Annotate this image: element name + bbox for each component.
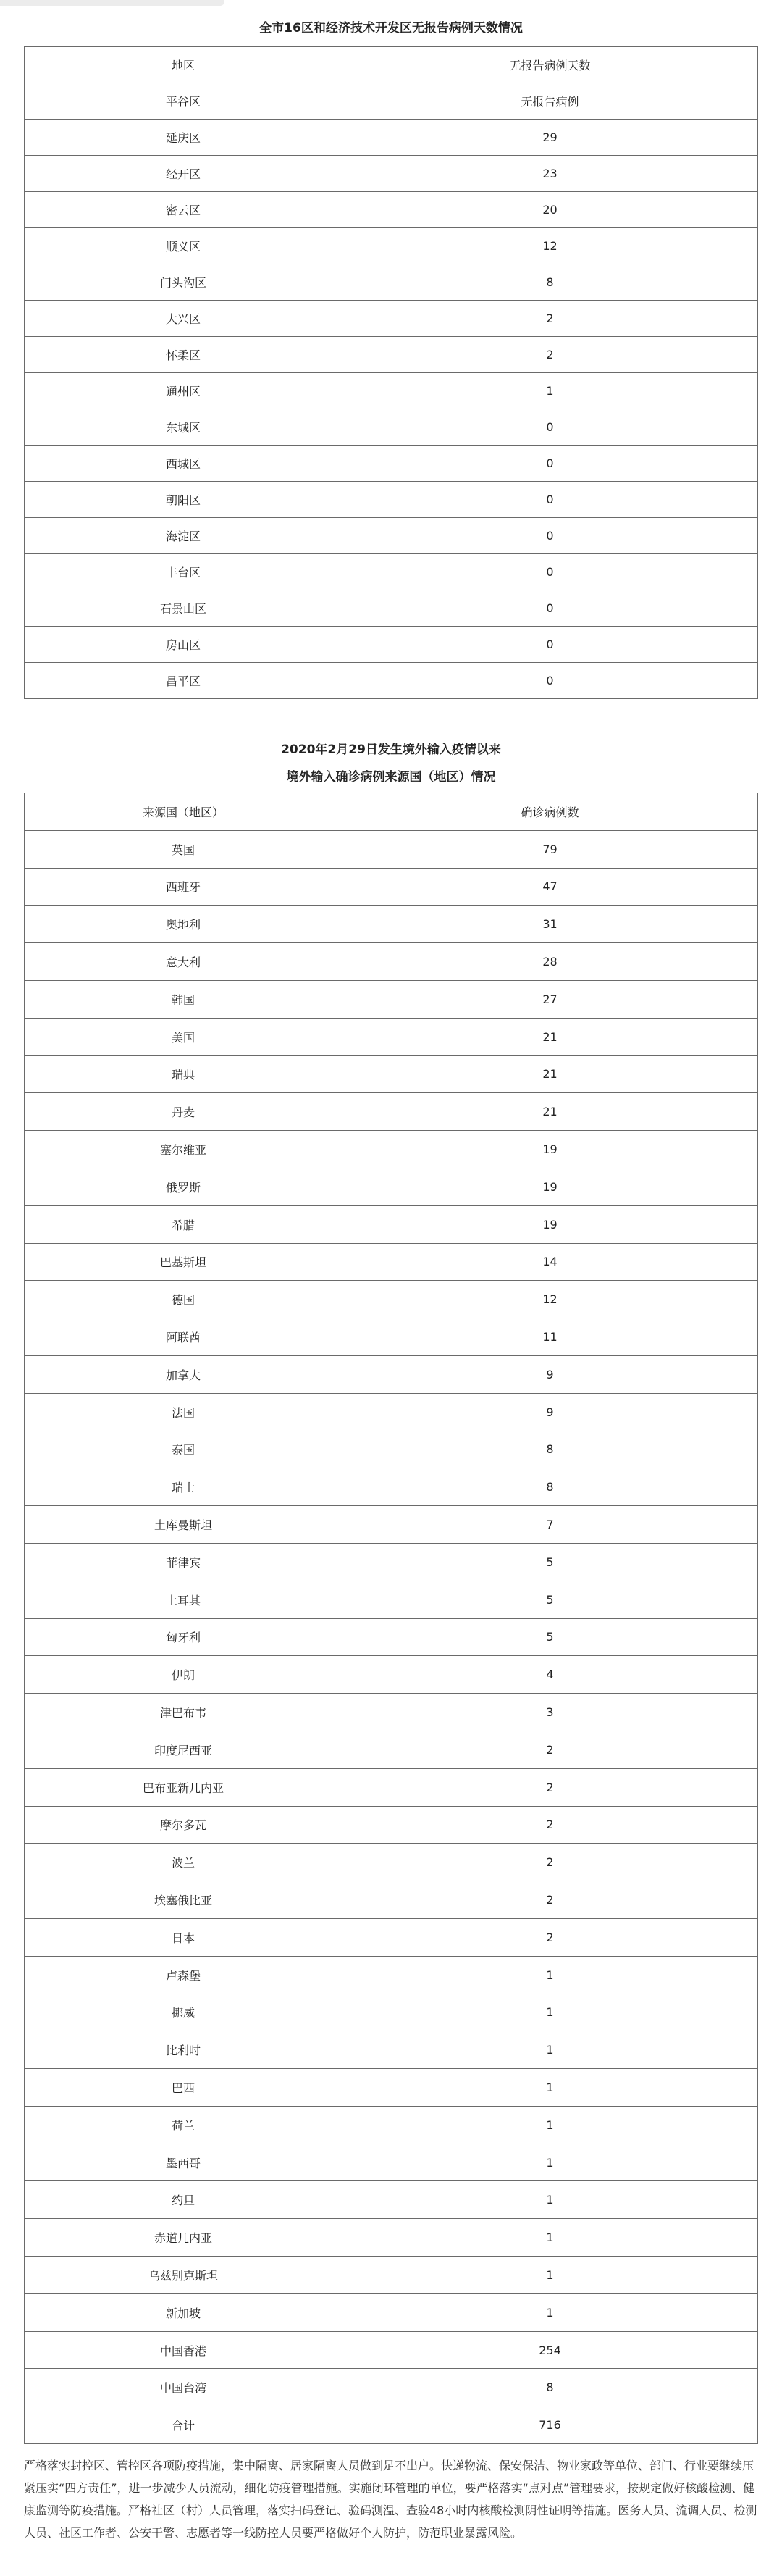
header-cell-days: 无报告病例天数: [342, 47, 758, 83]
row-label-cell: 卢森堡: [25, 1956, 342, 1994]
row-label-cell: 埃塞俄比亚: [25, 1881, 342, 1919]
prevention-notice-paragraph: 严格落实封控区、管控区各项防疫措施，集中隔离、居家隔离人员做到足不出户。快递物流、保安保洁、物业家政等单位、部门、行业要继续压紧压实“四方责任”，进一步减少人员流动，细化防疫管理措施。实施闭环管理的单位，要严格落实“点对点”管理要求，按规定做好核酸检测、健康监测等防疫措施。严格社区（村）人员管理，落实扫码登记、验码测温、查验48小时内核酸检测阴性证明等措施。医务人员、流调人员、检测人员、社区工作者、公安干警、志愿者等一线防控人员要严格做好个人防护，防范职业暴露风险。: [24, 2459, 757, 2540]
row-value-cell: 1: [342, 1994, 758, 2031]
table-row: [25, 1468, 758, 1506]
imported-cases-section: [24, 737, 758, 2444]
row-value-cell: 0: [342, 482, 758, 518]
row-value-cell: 1: [342, 2257, 758, 2294]
table-row: [25, 264, 758, 301]
row-value-cell: 8: [342, 1431, 758, 1468]
table-row: [25, 337, 758, 373]
row-value-cell: 21: [342, 1093, 758, 1131]
row-value-cell: 2: [342, 337, 758, 373]
row-label-cell: 英国: [25, 830, 342, 868]
row-label-cell: 经开区: [25, 156, 342, 192]
row-label-cell: 德国: [25, 1281, 342, 1318]
table-row: [25, 373, 758, 409]
row-value-cell: 19: [342, 1131, 758, 1168]
table-row: [25, 1243, 758, 1281]
row-label-cell: 海淀区: [25, 518, 342, 554]
row-value-cell: 27: [342, 980, 758, 1018]
row-label-cell: 大兴区: [25, 301, 342, 337]
row-value-cell: 8: [342, 2369, 758, 2406]
row-value-cell: 716: [342, 2406, 758, 2444]
row-value-cell: 1: [342, 2293, 758, 2331]
row-label-cell: 怀柔区: [25, 337, 342, 373]
row-value-cell: 19: [342, 1168, 758, 1205]
row-value-cell: 5: [342, 1581, 758, 1618]
row-value-cell: 47: [342, 868, 758, 906]
row-label-cell: 意大利: [25, 943, 342, 981]
row-value-cell: 2: [342, 1881, 758, 1919]
row-value-cell: 1: [342, 2106, 758, 2144]
row-value-cell: 1: [342, 373, 758, 409]
row-value-cell: 2: [342, 1844, 758, 1881]
row-label-cell: 菲律宾: [25, 1543, 342, 1581]
table-row: [25, 446, 758, 482]
row-label-cell: 巴基斯坦: [25, 1243, 342, 1281]
row-value-cell: 19: [342, 1205, 758, 1243]
table-row: [25, 1543, 758, 1581]
row-value-cell: 5: [342, 1543, 758, 1581]
table-header-row: [25, 793, 758, 831]
row-value-cell: 1: [342, 2144, 758, 2181]
table-row: [25, 590, 758, 627]
row-label-cell: 平谷区: [25, 83, 342, 120]
table-row: [25, 1806, 758, 1844]
row-value-cell: 1: [342, 2181, 758, 2219]
row-label-cell: 法国: [25, 1393, 342, 1431]
row-label-cell: 波兰: [25, 1844, 342, 1881]
row-label-cell: 津巴布韦: [25, 1694, 342, 1731]
table-row: [25, 83, 758, 120]
row-label-cell: 丰台区: [25, 554, 342, 590]
table-row: [25, 830, 758, 868]
table-row: [25, 2331, 758, 2369]
table-row: [25, 554, 758, 590]
row-label-cell: 丹麦: [25, 1093, 342, 1131]
table-row: [25, 1281, 758, 1318]
row-label-cell: 比利时: [25, 2031, 342, 2069]
table-row: [25, 943, 758, 981]
row-value-cell: 3: [342, 1694, 758, 1731]
row-label-cell: 挪威: [25, 1994, 342, 2031]
table-row: [25, 1205, 758, 1243]
table-row: [25, 1018, 758, 1055]
row-label-cell: 巴西: [25, 2069, 342, 2107]
row-value-cell: 4: [342, 1656, 758, 1694]
row-value-cell: 21: [342, 1018, 758, 1055]
table-row: [25, 2293, 758, 2331]
row-value-cell: 0: [342, 627, 758, 663]
table-header-row: [25, 47, 758, 83]
row-label-cell: 土耳其: [25, 1581, 342, 1618]
row-label-cell: 土库曼斯坦: [25, 1506, 342, 1544]
row-value-cell: 9: [342, 1355, 758, 1393]
table-row: [25, 518, 758, 554]
table-row: [25, 1055, 758, 1093]
row-label-cell: 奥地利: [25, 906, 342, 943]
row-value-cell: 2: [342, 301, 758, 337]
imported-cases-table: [24, 793, 758, 2444]
row-label-cell: 东城区: [25, 409, 342, 446]
row-label-cell: 中国香港: [25, 2331, 342, 2369]
table-row: [25, 1881, 758, 1919]
table-row: [25, 1355, 758, 1393]
table-row: [25, 980, 758, 1018]
row-value-cell: 0: [342, 409, 758, 446]
row-label-cell: 加拿大: [25, 1355, 342, 1393]
row-value-cell: 29: [342, 120, 758, 156]
row-value-cell: 2: [342, 1731, 758, 1768]
top-edge-bar: [0, 0, 224, 6]
row-label-cell: 阿联酋: [25, 1318, 342, 1356]
row-value-cell: 11: [342, 1318, 758, 1356]
table-row: [25, 228, 758, 264]
table2-title-line2: 境外输入确诊病例来源国（地区）情况: [286, 770, 496, 785]
row-value-cell: 21: [342, 1055, 758, 1093]
row-label-cell: 中国台湾: [25, 2369, 342, 2406]
row-label-cell: 巴布亚新几内亚: [25, 1768, 342, 1806]
table-row: [25, 2031, 758, 2069]
row-value-cell: 1: [342, 1956, 758, 1994]
row-label-cell: 石景山区: [25, 590, 342, 627]
row-label-cell: 密云区: [25, 192, 342, 228]
table-row: [25, 409, 758, 446]
row-value-cell: 0: [342, 446, 758, 482]
table-row: [25, 1656, 758, 1694]
table-row: [25, 627, 758, 663]
row-label-cell: 通州区: [25, 373, 342, 409]
table-row: [25, 2106, 758, 2144]
row-label-cell: 延庆区: [25, 120, 342, 156]
no-case-days-section: [24, 19, 758, 699]
row-value-cell: 2: [342, 1918, 758, 1956]
row-value-cell: 14: [342, 1243, 758, 1281]
row-label-cell: 西班牙: [25, 868, 342, 906]
row-label-cell: 房山区: [25, 627, 342, 663]
header-cell-region: 地区: [25, 47, 342, 83]
table-row: [25, 1131, 758, 1168]
row-value-cell: 8: [342, 264, 758, 301]
row-value-cell: 1: [342, 2219, 758, 2257]
row-value-cell: 31: [342, 906, 758, 943]
table-row: [25, 2181, 758, 2219]
table-row: [25, 2144, 758, 2181]
header-cell-origin: 来源国（地区）: [25, 793, 342, 831]
table2-title-line1: 2020年2月29日发生境外输入疫情以来: [281, 743, 501, 757]
table-row: [25, 301, 758, 337]
row-value-cell: 9: [342, 1393, 758, 1431]
table-row: [25, 1994, 758, 2031]
row-value-cell: 12: [342, 1281, 758, 1318]
row-label-cell: 约旦: [25, 2181, 342, 2219]
row-label-cell: 泰国: [25, 1431, 342, 1468]
row-value-cell: 2: [342, 1806, 758, 1844]
row-value-cell: 0: [342, 518, 758, 554]
table-row: [25, 482, 758, 518]
row-value-cell: 2: [342, 1768, 758, 1806]
table-row: [25, 868, 758, 906]
row-value-cell: 0: [342, 590, 758, 627]
table-row: [25, 1694, 758, 1731]
table-row: [25, 120, 758, 156]
row-label-cell: 门头沟区: [25, 264, 342, 301]
row-label-cell: 乌兹别克斯坦: [25, 2257, 342, 2294]
row-label-cell: 希腊: [25, 1205, 342, 1243]
row-value-cell: 12: [342, 228, 758, 264]
table-row: [25, 663, 758, 699]
row-label-cell: 瑞士: [25, 1468, 342, 1506]
row-value-cell: 7: [342, 1506, 758, 1544]
row-label-cell: 朝阳区: [25, 482, 342, 518]
table-row: [25, 906, 758, 943]
table-row: [25, 2069, 758, 2107]
row-label-cell: 西城区: [25, 446, 342, 482]
row-value-cell: 1: [342, 2069, 758, 2107]
table-row: [25, 2369, 758, 2406]
table-row: [25, 1956, 758, 1994]
row-value-cell: 0: [342, 554, 758, 590]
row-label-cell: 新加坡: [25, 2293, 342, 2331]
row-label-cell: 伊朗: [25, 1656, 342, 1694]
row-label-cell: 美国: [25, 1018, 342, 1055]
row-value-cell: 无报告病例: [342, 83, 758, 120]
row-label-cell: 顺义区: [25, 228, 342, 264]
table-row: [25, 1393, 758, 1431]
table-row: [25, 1731, 758, 1768]
row-value-cell: 28: [342, 943, 758, 981]
row-label-cell: 日本: [25, 1918, 342, 1956]
row-value-cell: 254: [342, 2331, 758, 2369]
row-value-cell: 20: [342, 192, 758, 228]
row-label-cell: 韩国: [25, 980, 342, 1018]
table1-title: 全市16区和经济技术开发区无报告病例天数情况: [259, 21, 523, 35]
row-value-cell: 23: [342, 156, 758, 192]
row-label-cell: 合计: [25, 2406, 342, 2444]
table-row: [25, 1618, 758, 1656]
table-row: [25, 2257, 758, 2294]
header-cell-cases: 确诊病例数: [342, 793, 758, 831]
row-label-cell: 印度尼西亚: [25, 1731, 342, 1768]
no-case-days-table: [24, 46, 758, 699]
table-row: [25, 1844, 758, 1881]
row-label-cell: 赤道几内亚: [25, 2219, 342, 2257]
table-row: [25, 1768, 758, 1806]
row-label-cell: 瑞典: [25, 1055, 342, 1093]
table-row: [25, 2406, 758, 2444]
table-row: [25, 1506, 758, 1544]
row-label-cell: 昌平区: [25, 663, 342, 699]
row-value-cell: 8: [342, 1468, 758, 1506]
row-value-cell: 0: [342, 663, 758, 699]
table-row: [25, 2219, 758, 2257]
row-value-cell: 79: [342, 830, 758, 868]
table-row: [25, 1318, 758, 1356]
table-row: [25, 1581, 758, 1618]
row-value-cell: 5: [342, 1618, 758, 1656]
table-row: [25, 1168, 758, 1205]
table-row: [25, 1431, 758, 1468]
row-label-cell: 荷兰: [25, 2106, 342, 2144]
table-row: [25, 156, 758, 192]
row-label-cell: 摩尔多瓦: [25, 1806, 342, 1844]
table-row: [25, 1093, 758, 1131]
row-label-cell: 墨西哥: [25, 2144, 342, 2181]
row-label-cell: 塞尔维亚: [25, 1131, 342, 1168]
row-value-cell: 1: [342, 2031, 758, 2069]
table-row: [25, 192, 758, 228]
row-label-cell: 匈牙利: [25, 1618, 342, 1656]
table-row: [25, 1918, 758, 1956]
row-label-cell: 俄罗斯: [25, 1168, 342, 1205]
